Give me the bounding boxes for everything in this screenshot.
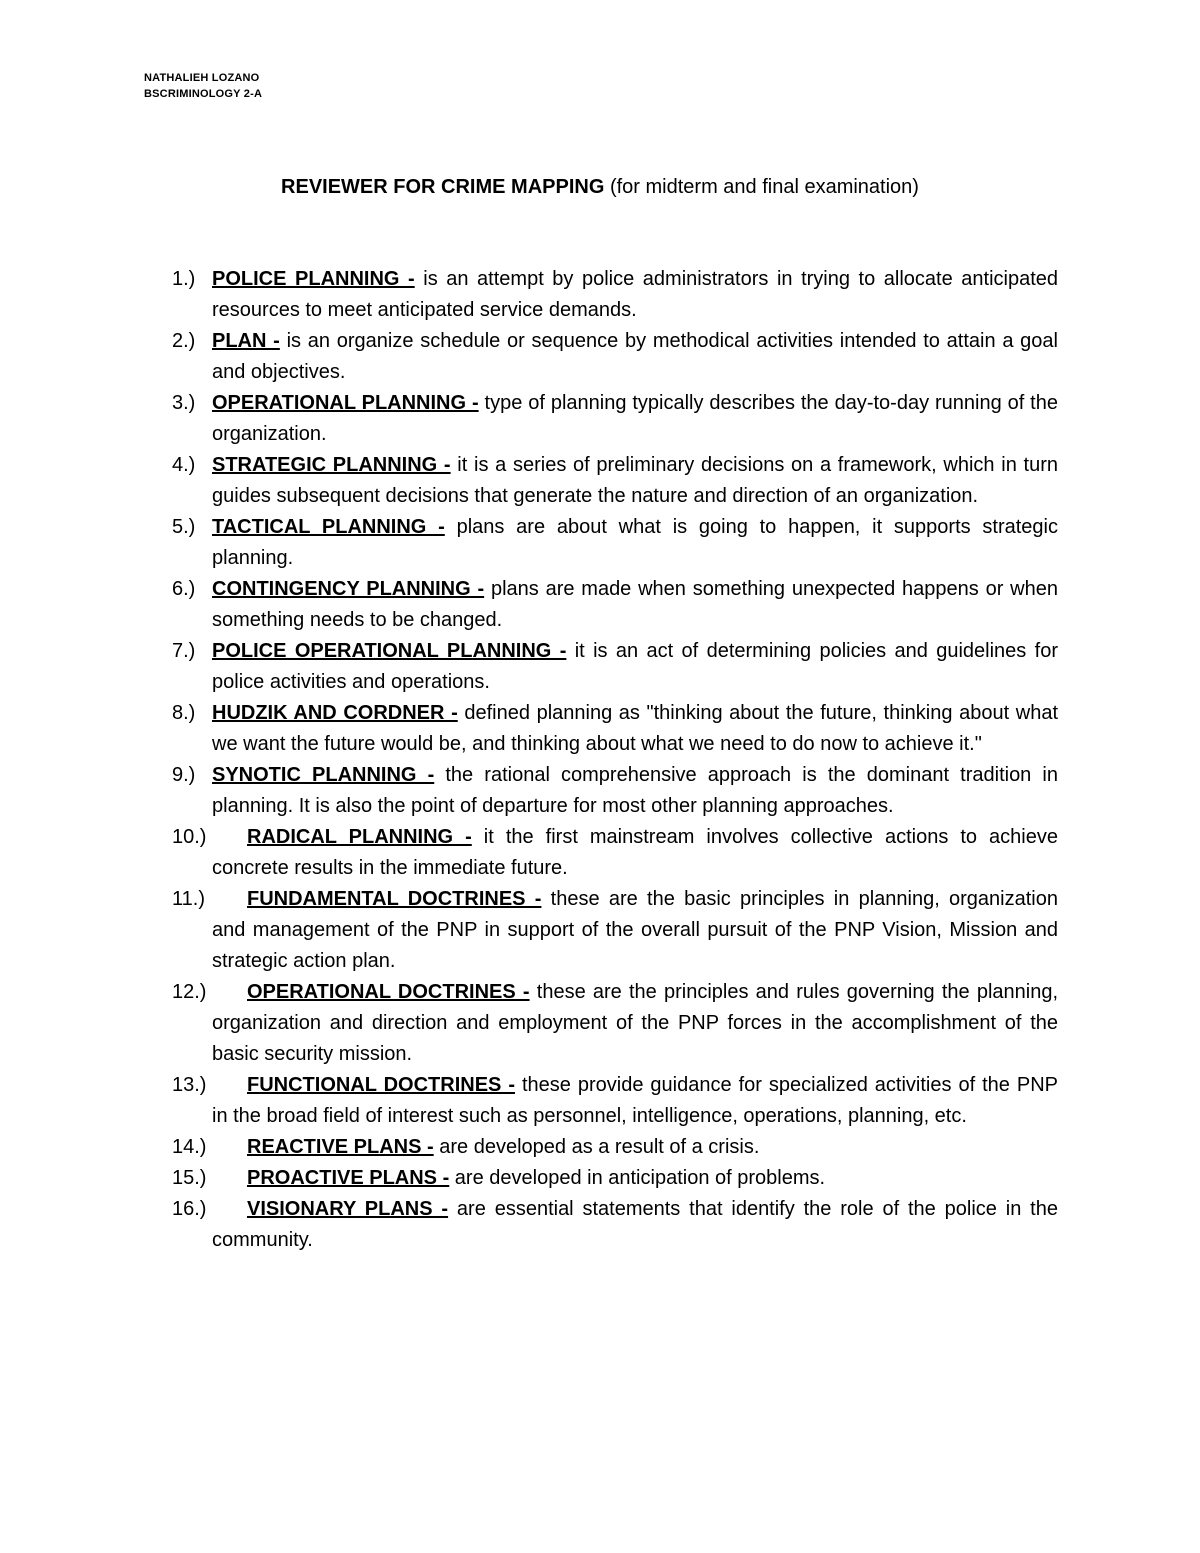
item-definition: are developed as a result of a crisis. [433, 1136, 760, 1158]
list-item [172, 1163, 1058, 1194]
list-item [172, 388, 1058, 450]
item-number: 8.) [172, 702, 196, 724]
list-item [172, 1194, 1058, 1256]
item-definition: these provide guidance for specialized activities of the PNP in the broad field of interest such as personnel, intelligence, operations, planning, etc. [212, 1074, 1058, 1127]
item-term: CONTINGENCY PLANNING - [212, 578, 485, 600]
item-term: OPERATIONAL PLANNING - [212, 392, 479, 414]
list-item [172, 326, 1058, 388]
item-term: SYNOTIC PLANNING - [212, 764, 435, 786]
item-term: PLAN - [212, 330, 280, 352]
item-definition: it is a series of preliminary decisions on a framework, which in turn guides subsequent decisions that generate the nature and direction of an organization. [212, 454, 1058, 507]
item-definition: these are the principles and rules governing the planning, organization and direction and employment of the PNP forces in the accomplishment of the basic security mission. [212, 981, 1058, 1065]
item-number: 3.) [172, 392, 196, 414]
item-number: 12.) [172, 981, 207, 1003]
item-number: 14.) [172, 1136, 207, 1158]
item-number: 13.) [172, 1074, 207, 1096]
author-header [144, 70, 262, 102]
item-term: TACTICAL PLANNING - [212, 516, 445, 538]
item-definition: defined planning as "thinking about the future, thinking about what we want the future would be, and thinking about what we need to do now to achieve it." [212, 702, 1058, 755]
list-item [172, 977, 1058, 1070]
list-item [172, 264, 1058, 326]
title-main: REVIEWER FOR CRIME MAPPING [281, 176, 605, 198]
item-term: FUNDAMENTAL DOCTRINES - [247, 888, 542, 910]
title-subtitle: (for midterm and final examination) [604, 176, 919, 198]
item-definition: these are the basic principles in planning, organization and management of the PNP in support of the overall pursuit of the PNP Vision, Mission and strategic action plan. [212, 888, 1058, 972]
list-item [172, 636, 1058, 698]
item-number: 6.) [172, 578, 196, 600]
item-term: HUDZIK AND CORDNER - [212, 702, 458, 724]
item-term: POLICE PLANNING - [212, 268, 415, 290]
list-item [172, 698, 1058, 760]
item-number: 5.) [172, 516, 196, 538]
document-title [0, 172, 1200, 202]
item-number: 9.) [172, 764, 196, 786]
item-number: 10.) [172, 826, 207, 848]
item-number: 16.) [172, 1198, 207, 1220]
item-definition: are essential statements that identify the role of the police in the community. [212, 1198, 1058, 1251]
item-number: 15.) [172, 1167, 207, 1189]
list-item [172, 884, 1058, 977]
definition-list [172, 264, 1058, 1256]
list-item [172, 450, 1058, 512]
item-term: STRATEGIC PLANNING - [212, 454, 451, 476]
item-number: 1.) [172, 268, 196, 290]
author-course: BSCRIMINOLOGY 2-A [144, 88, 263, 100]
item-term: PROACTIVE PLANS - [247, 1167, 450, 1189]
item-definition: type of planning typically describes the day-to-day running of the organization. [212, 392, 1058, 445]
item-number: 4.) [172, 454, 196, 476]
list-item [172, 1070, 1058, 1132]
item-term: OPERATIONAL DOCTRINES - [247, 981, 530, 1003]
item-definition: it the first mainstream involves collective actions to achieve concrete results in the immediate future. [212, 826, 1058, 879]
item-number: 7.) [172, 640, 196, 662]
item-definition: is an attempt by police administrators in trying to allocate anticipated resources to meet anticipated service demands. [212, 268, 1059, 321]
item-term: REACTIVE PLANS - [247, 1136, 434, 1158]
list-item [172, 822, 1058, 884]
item-term: RADICAL PLANNING - [247, 826, 472, 848]
item-definition: it is an act of determining policies and guidelines for police activities and operations. [212, 640, 1059, 693]
author-name: NATHALIEH LOZANO [144, 72, 260, 84]
item-definition: plans are about what is going to happen, it supports strategic planning. [212, 516, 1058, 569]
item-number: 11.) [172, 888, 205, 910]
item-definition: are developed in anticipation of problems. [449, 1167, 826, 1189]
item-term: VISIONARY PLANS - [247, 1198, 449, 1220]
list-item [172, 512, 1058, 574]
item-number: 2.) [172, 330, 196, 352]
list-item [172, 1132, 1058, 1163]
item-term: POLICE OPERATIONAL PLANNING - [212, 640, 567, 662]
list-item [172, 760, 1058, 822]
item-definition: the rational comprehensive approach is the dominant tradition in planning. It is also the point of departure for most other planning approaches. [212, 764, 1058, 817]
item-term: FUNCTIONAL DOCTRINES - [247, 1074, 515, 1096]
item-definition: plans are made when something unexpected happens or when something needs to be changed. [212, 578, 1058, 631]
list-item [172, 574, 1058, 636]
item-definition: is an organize schedule or sequence by methodical activities intended to attain a goal and objectives. [212, 330, 1058, 383]
